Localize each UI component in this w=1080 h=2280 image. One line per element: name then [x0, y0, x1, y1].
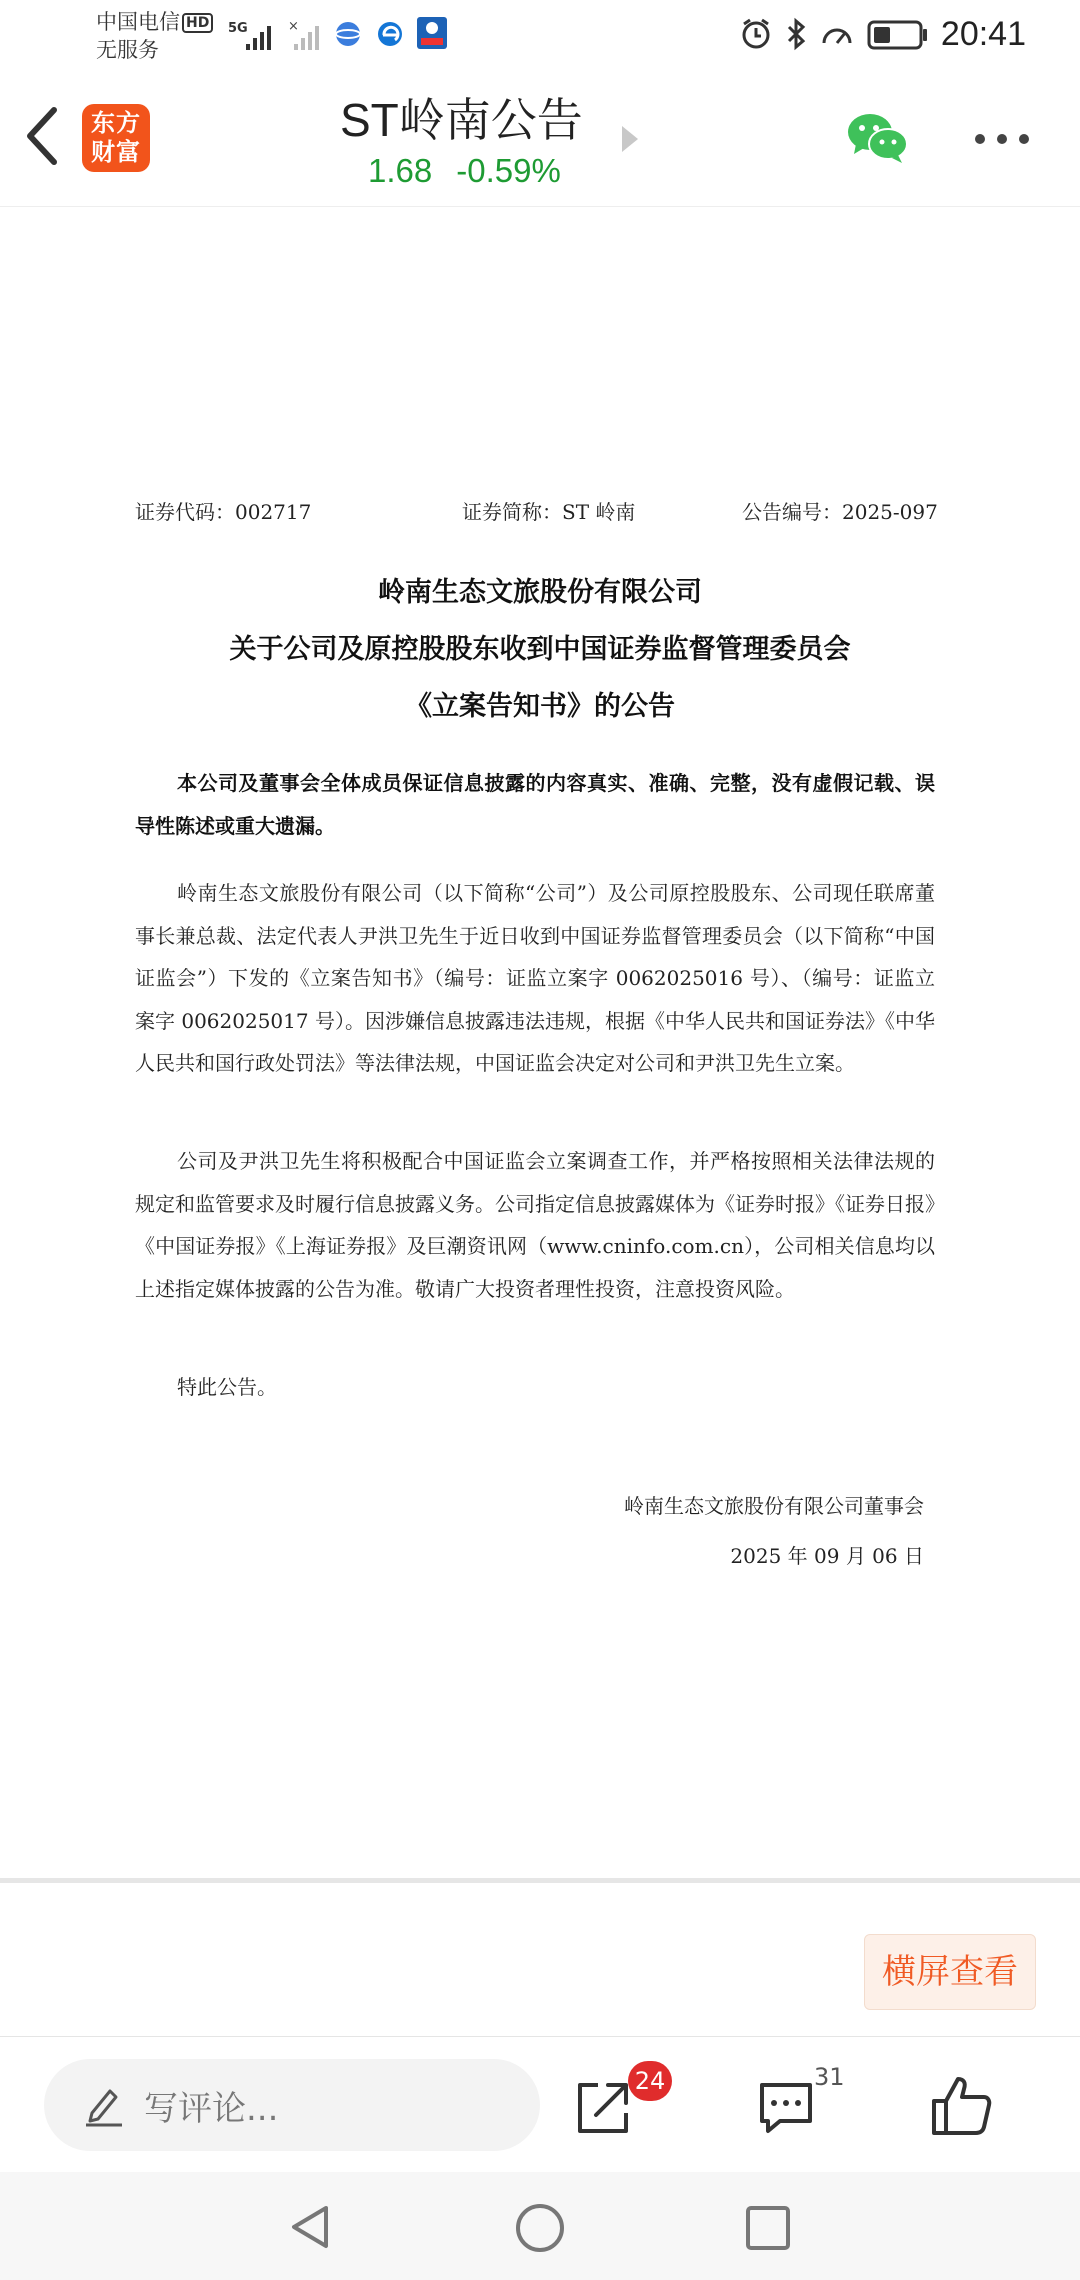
thumbs-up-icon[interactable] — [930, 2075, 994, 2137]
clock: 20:41 — [940, 14, 1026, 53]
stock-price: 1.68 — [368, 152, 433, 189]
paragraph-closing: 特此公告。 — [177, 1375, 277, 1399]
carrier-info — [96, 8, 213, 64]
security-code: 证券代码：002717 — [135, 500, 312, 524]
comment-placeholder: 写评论... — [144, 2089, 279, 2129]
wechat-icon[interactable] — [846, 110, 910, 166]
service-status: 无服务 — [96, 38, 159, 62]
app-header — [0, 70, 1080, 207]
board-statement: 本公司及董事会全体成员保证信息披露的内容真实、准确、完整，没有虚假记载、误导性陈述或重大遗漏。 — [135, 771, 935, 838]
logo-line-1: 东方 — [91, 109, 141, 137]
nav-home-icon[interactable] — [514, 2202, 566, 2254]
signal-2-icon — [288, 18, 324, 54]
app-logo[interactable] — [82, 104, 150, 172]
alarm-icon — [739, 17, 773, 51]
nav-back-icon[interactable] — [286, 2202, 336, 2252]
status-icons — [739, 12, 1026, 56]
pencil-icon — [84, 2083, 124, 2127]
logo-line-2: 财富 — [91, 138, 141, 166]
content-divider — [0, 1878, 1080, 1883]
paragraph-1: 岭南生态文旅股份有限公司（以下简称“公司”）及公司原控股股东、公司现任联席董事长兼总裁、法定代表人尹洪卫先生于近日收到中国证券监督管理委员会（以下简称“中国证监会”）下发的《立案告知书》（编号：证监立案字 0062025016 号）、（编号：证监立案字 0062025017 号）。因涉嫌信息披露违法违规，根据《中华人民共和国证券法》《中华人民共和国行政处罚法》等法律法规，中国证监会决定对公司和尹洪卫先生立案。 — [135, 881, 935, 1075]
paragraph-2: 公司及尹洪卫先生将积极配合中国证监会立案调查工作，并严格按照相关法律法规的规定和监管要求及时履行信息披露义务。公司指定信息披露媒体为《证券时报》《证券日报》《中国证券报》《上海证券报》及巨潮资讯网（www.cninfo.com.cn），公司相关信息均以上述指定媒体披露的公告为准。敬请广大投资者理性投资，注意投资风险。 — [135, 1149, 935, 1301]
system-nav-bar — [0, 2172, 1080, 2280]
more-icon[interactable] — [974, 132, 1030, 146]
status-bar — [0, 0, 1080, 70]
signature: 岭南生态文旅股份有限公司董事会 — [624, 1494, 924, 1518]
landscape-view-button[interactable]: 横屏查看 — [864, 1934, 1036, 2010]
bluetooth-icon — [785, 17, 807, 51]
document-heading-company: 岭南生态文旅股份有限公司 — [378, 577, 702, 608]
play-icon[interactable] — [620, 124, 640, 154]
battery-icon — [867, 17, 929, 51]
finance-notification-icon — [416, 16, 448, 50]
page-title: ST岭南公告 — [340, 94, 583, 146]
svg-text:×: × — [288, 19, 299, 34]
document-date: 2025 年 09 月 06 日 — [730, 1544, 924, 1568]
security-short-name: 证券简称：ST 岭南 — [462, 500, 636, 524]
nav-recent-apps-icon[interactable] — [744, 2204, 792, 2252]
bottom-action-bar — [0, 2036, 1080, 2173]
comment-count: 31 — [814, 2063, 845, 2091]
data-speed-icon — [819, 17, 855, 51]
document-heading-subject: 关于公司及原控股股东收到中国证券监督管理委员会 — [229, 634, 851, 665]
app-notification-icon — [334, 20, 362, 48]
comment-input[interactable] — [44, 2059, 540, 2151]
network-type: 5G — [228, 21, 248, 36]
stock-quote[interactable] — [368, 152, 561, 190]
announcement-document — [0, 206, 1080, 1878]
notice-number: 公告编号：2025-097 — [742, 500, 938, 524]
hd-badge: HD — [182, 13, 213, 33]
document-heading-title: 《立案告知书》的公告 — [405, 691, 675, 722]
share-icon[interactable] — [572, 2077, 632, 2137]
comment-icon[interactable] — [756, 2077, 816, 2137]
carrier-name: 中国电信 — [96, 10, 180, 34]
signal-icon — [228, 18, 292, 54]
chevron-left-icon[interactable] — [22, 106, 62, 166]
share-count-badge: 24 — [628, 2061, 672, 2101]
stock-change: -0.59% — [456, 152, 561, 189]
browser-notification-icon — [376, 20, 404, 48]
